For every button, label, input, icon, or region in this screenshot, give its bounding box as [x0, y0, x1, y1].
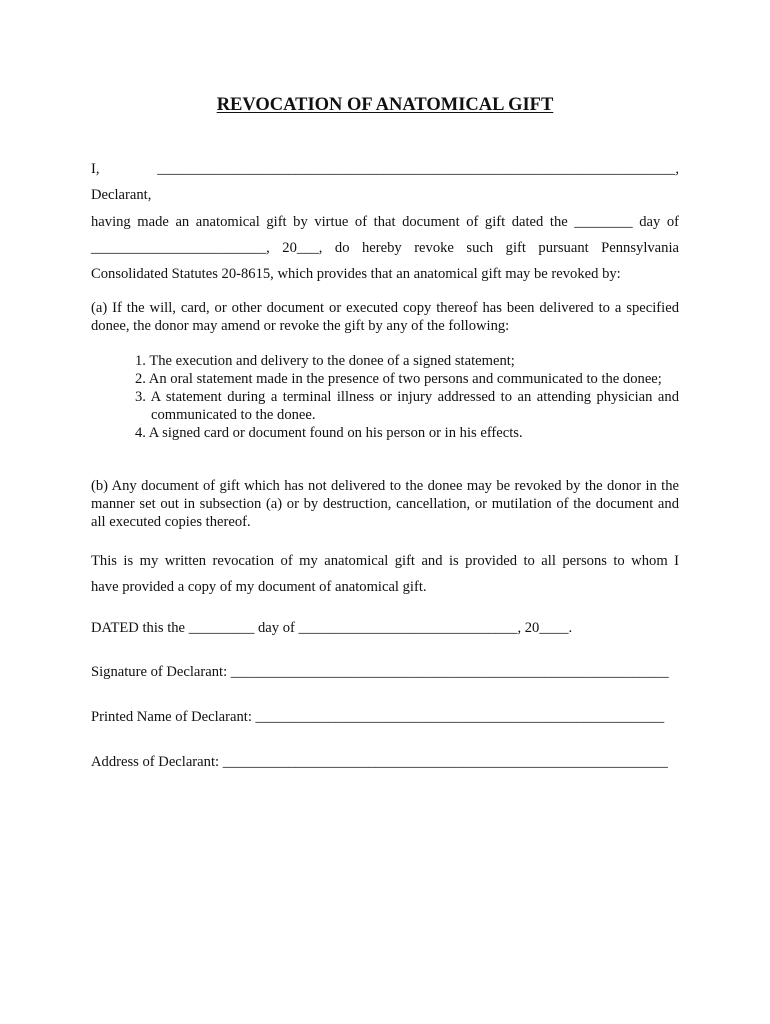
- declaration-line: ________________________, 20___, do hereby revoke such gift pursuant Pennsylvania: [91, 239, 679, 256]
- document-title: REVOCATION OF ANATOMICAL GIFT: [216, 95, 554, 115]
- list-item: 2. An oral statement made in the presence of two persons and communicated to the donee;: [135, 371, 662, 387]
- signature-field: Signature of Declarant: ____________________________________________________________: [91, 664, 669, 680]
- dated-field: DATED this the _________ day of ______________________________, 20____.: [91, 620, 573, 636]
- statement-line: This is my written revocation of my anatomical gift and is provided to all persons to whom I: [91, 553, 679, 569]
- declaration-line: Consolidated Statutes 20-8615, which provides that an anatomical gift may be revoked by:: [91, 266, 621, 283]
- statement-line: have provided a copy of my document of anatomical gift.: [91, 579, 427, 596]
- subsection-b-paragraph: (b) Any document of gift which has not delivered to the donee may be revoked by the donor in the manner set out in subsection (a) or by destruction, cancellation, or mutilation of the document and all executed copies thereof.: [91, 478, 679, 530]
- subsection-a-paragraph: (a) If the will, card, or other document or executed copy thereof has been delivered to a specified donee, the donor may amend or revoke the gift by any of the following:: [91, 300, 679, 334]
- address-field: Address of Declarant: _____________________________________________________________: [91, 754, 668, 770]
- revocation-statement-paragraph: [91, 548, 679, 601]
- list-item: 3. A statement during a terminal illness or injury addressed to an attending physician and communicated to the donee.: [135, 389, 679, 423]
- list-item: 1. The execution and delivery to the donee of a signed statement;: [135, 353, 515, 369]
- declaration-paragraph: [91, 156, 679, 287]
- list-item: 4. A signed card or document found on his person or in his effects.: [135, 425, 523, 441]
- declaration-line: having made an anatomical gift by virtue of that document of gift dated the ________ day of: [91, 213, 679, 230]
- declaration-line: I, _______________________________________________________________________, Declarant,: [91, 161, 679, 204]
- revocation-methods-list: [135, 352, 679, 442]
- printed-name-field: Printed Name of Declarant: ________________________________________________________: [91, 709, 665, 725]
